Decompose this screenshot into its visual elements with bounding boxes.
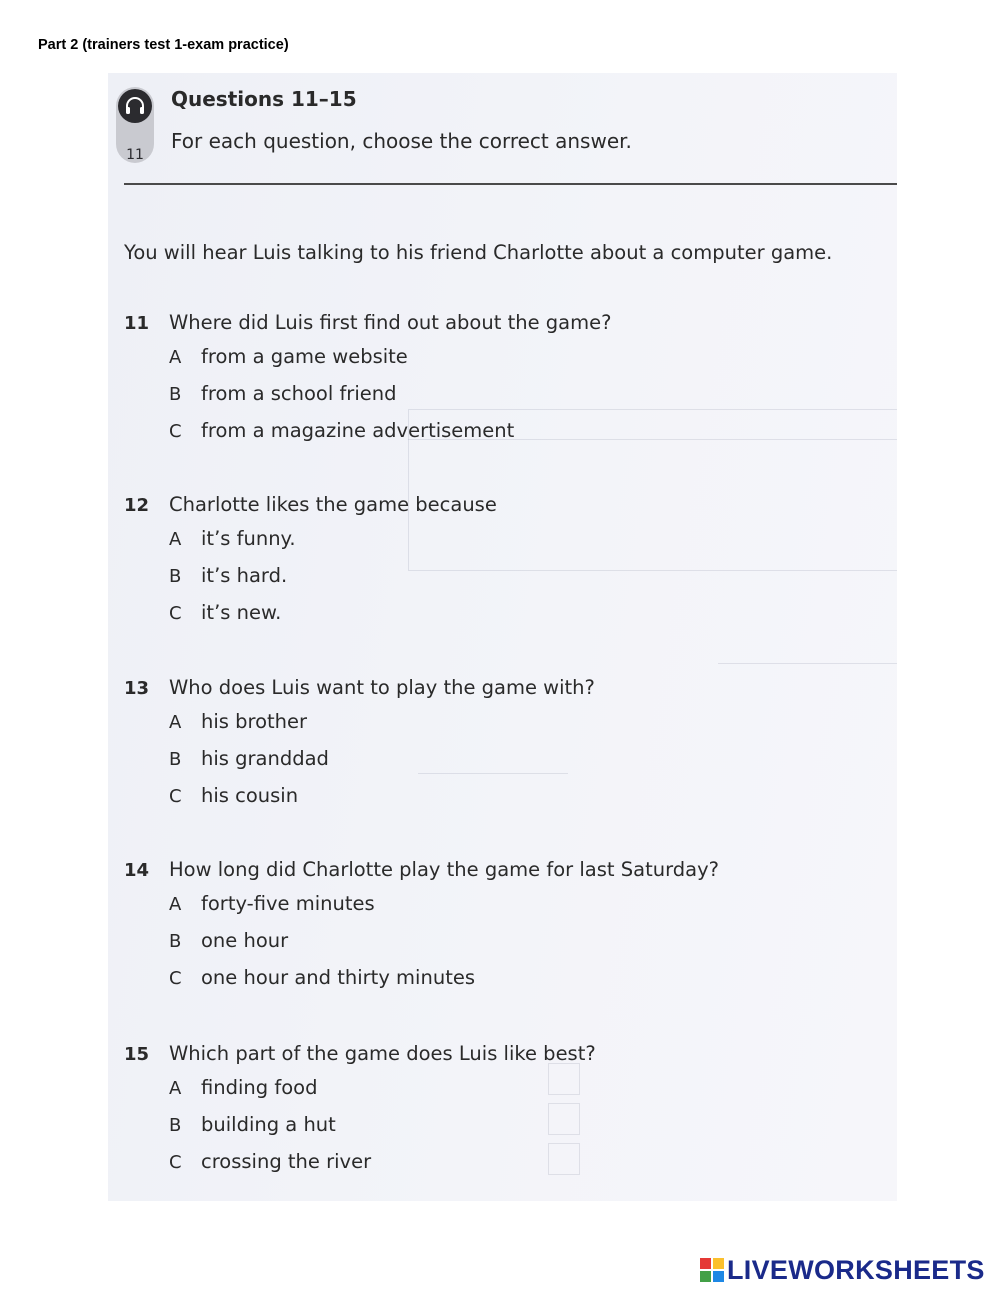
option-c[interactable] bbox=[169, 1150, 371, 1173]
bleed-through-line bbox=[418, 773, 568, 774]
question-number: 11 bbox=[124, 313, 150, 334]
option-c[interactable] bbox=[169, 419, 514, 442]
logo-square bbox=[713, 1258, 724, 1269]
option-a[interactable] bbox=[169, 892, 375, 915]
option-text: finding food bbox=[201, 1076, 318, 1099]
question-text: How long did Charlotte play the game for last Saturday? bbox=[169, 858, 719, 881]
track-number: 11 bbox=[126, 147, 144, 163]
question-text: Who does Luis want to play the game with? bbox=[169, 676, 595, 699]
option-a[interactable] bbox=[169, 710, 307, 733]
divider bbox=[124, 183, 897, 185]
option-letter: C bbox=[169, 968, 182, 989]
section-instruction: For each question, choose the correct answer. bbox=[171, 129, 632, 153]
option-text: his granddad bbox=[201, 747, 329, 770]
option-letter: C bbox=[169, 1152, 182, 1173]
option-c[interactable] bbox=[169, 784, 298, 807]
option-text: forty-five minutes bbox=[201, 892, 375, 915]
option-text: his cousin bbox=[201, 784, 299, 807]
option-text: from a game website bbox=[201, 345, 408, 368]
option-letter: A bbox=[169, 894, 182, 915]
page-heading: Part 2 (trainers test 1-exam practice) bbox=[38, 37, 289, 53]
option-a[interactable] bbox=[169, 1076, 317, 1099]
logo-grid-icon bbox=[700, 1258, 724, 1282]
option-text: it’s new. bbox=[201, 601, 282, 624]
option-letter: B bbox=[169, 384, 182, 405]
option-letter: A bbox=[169, 712, 182, 733]
section-intro: You will hear Luis talking to his friend Charlotte about a computer game. bbox=[124, 241, 833, 264]
option-letter: C bbox=[169, 786, 182, 807]
option-text: his brother bbox=[201, 710, 308, 733]
option-letter: B bbox=[169, 566, 182, 587]
logo-text: LIVEWORKSHEETS bbox=[727, 1254, 985, 1285]
question-number: 14 bbox=[124, 860, 150, 881]
logo-square bbox=[713, 1271, 724, 1282]
question-text: Where did Luis first find out about the game? bbox=[169, 311, 612, 334]
bleed-through-box bbox=[548, 1063, 580, 1095]
option-letter: A bbox=[169, 1078, 182, 1099]
option-letter: A bbox=[169, 347, 182, 368]
option-letter: A bbox=[169, 529, 182, 550]
option-b[interactable] bbox=[169, 1113, 336, 1136]
option-b[interactable] bbox=[169, 564, 287, 587]
option-letter: C bbox=[169, 603, 182, 624]
option-text: crossing the river bbox=[201, 1150, 372, 1173]
option-b[interactable] bbox=[169, 747, 329, 770]
question-number: 15 bbox=[124, 1044, 150, 1065]
option-c[interactable] bbox=[169, 966, 475, 989]
option-letter: C bbox=[169, 421, 182, 442]
bleed-through-box bbox=[548, 1143, 580, 1175]
option-text: from a school friend bbox=[201, 382, 397, 405]
question-text: Which part of the game does Luis like best? bbox=[169, 1042, 596, 1065]
option-letter: B bbox=[169, 1115, 182, 1136]
option-text: it’s hard. bbox=[201, 564, 288, 587]
liveworksheets-logo bbox=[700, 1255, 985, 1285]
option-b[interactable] bbox=[169, 382, 396, 405]
option-text: one hour bbox=[201, 929, 289, 952]
option-c[interactable] bbox=[169, 601, 281, 624]
option-letter: B bbox=[169, 749, 182, 770]
section-title: Questions 11–15 bbox=[171, 87, 357, 111]
scanned-page bbox=[108, 73, 897, 1201]
option-text: building a hut bbox=[201, 1113, 336, 1136]
bleed-through-box bbox=[548, 1103, 580, 1135]
bleed-through-line bbox=[718, 663, 897, 664]
logo-square bbox=[700, 1258, 711, 1269]
question-number: 12 bbox=[124, 495, 150, 516]
option-text: from a magazine advertisement bbox=[201, 419, 515, 442]
option-b[interactable] bbox=[169, 929, 288, 952]
option-text: one hour and thirty minutes bbox=[201, 966, 475, 989]
option-text: it’s funny. bbox=[201, 527, 296, 550]
question-text: Charlotte likes the game because bbox=[169, 493, 497, 516]
question-number: 13 bbox=[124, 678, 150, 699]
option-letter: B bbox=[169, 931, 182, 952]
option-a[interactable] bbox=[169, 345, 408, 368]
logo-square bbox=[700, 1271, 711, 1282]
option-a[interactable] bbox=[169, 527, 296, 550]
headphones-icon bbox=[118, 89, 152, 123]
